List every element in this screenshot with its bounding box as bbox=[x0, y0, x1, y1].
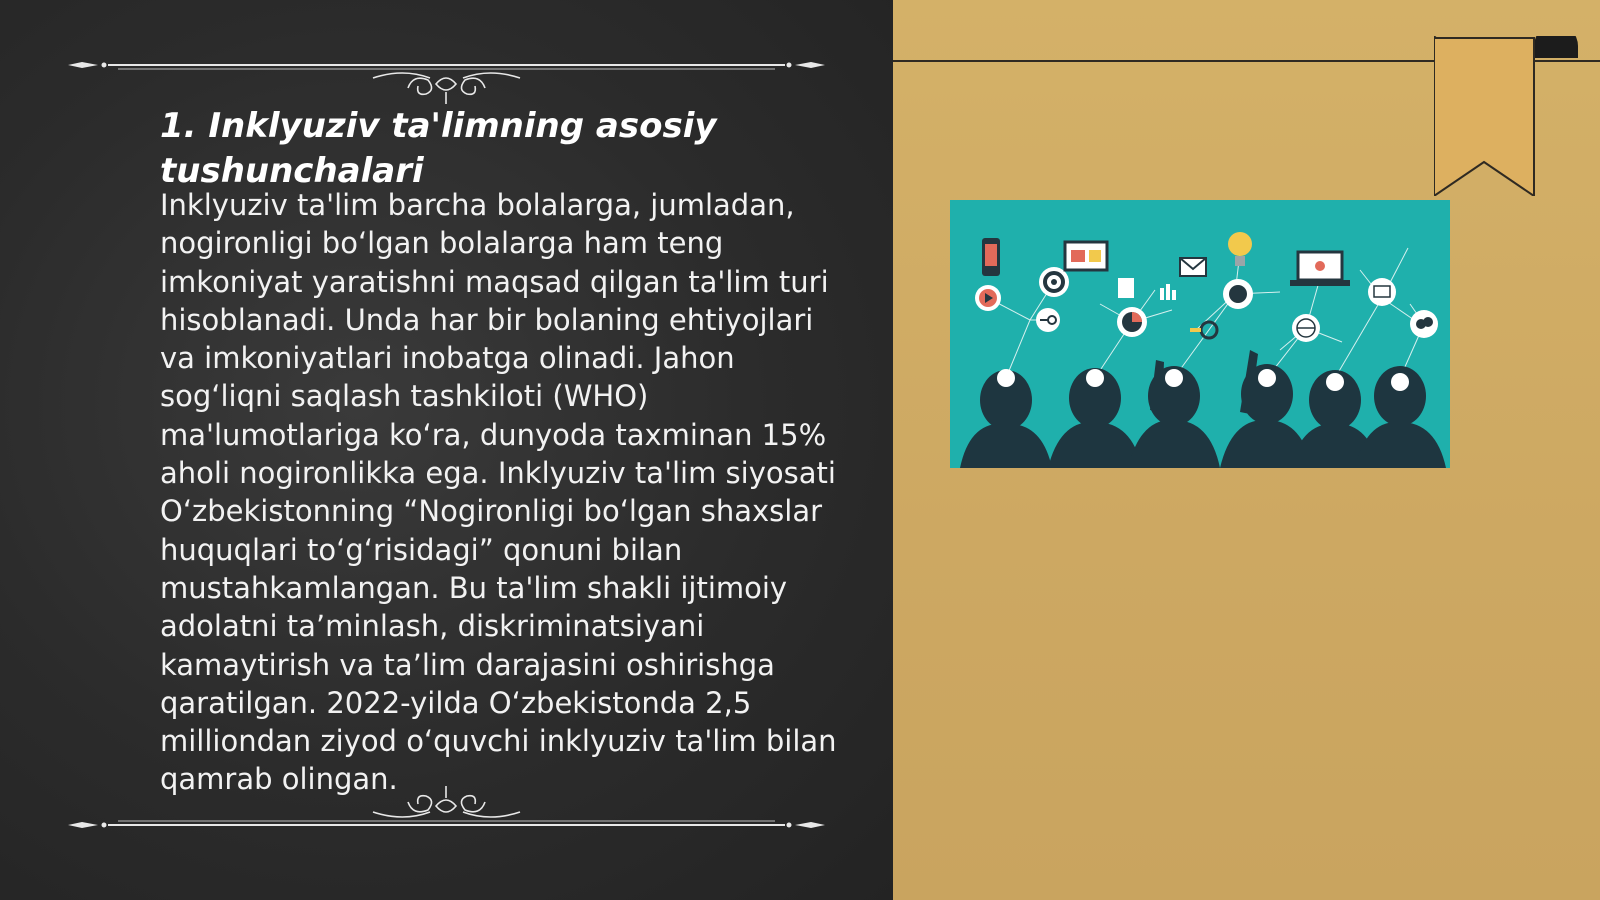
monitor-icon bbox=[1065, 242, 1107, 270]
pie-chart-icon bbox=[1117, 307, 1147, 337]
key-icon bbox=[1036, 308, 1060, 332]
slide-body-text: Inklyuziv ta'lim barcha bolalarga, jumladan, nogironligi bo‘lgan bolalarga ham teng imkoniyat yaratishni maqsad qilgan ta'lim turi hisoblanadi. Unda har bir bolaning ehtiyojlari va imkoniyatlari inobatga olinadi. Jahon sog‘liqni saqlash tashkiloti (WHO) ma'lumotlariga ko‘ra, dunyoda taxminan 15% aholi nogironlikka ega. Inklyuziv ta'lim siyosati O‘zbekistonning “Nogironligi bo‘lgan shaxslar huquqlari to‘g‘risidagi” qonuni bilan mustahkamlangan. Bu ta'lim shakli ijtimoiy adolatni ta’minlash, diskriminatsiyani kamaytirish va ta’lim darajasini oshirishga qaratilgan. 2022-yilda O‘zbekistonda 2,5 milliondan ziyod o‘quvchi inklyuziv ta'lim bilan qamrab olingan. bbox=[160, 188, 837, 797]
envelope-icon bbox=[1368, 278, 1396, 306]
slide-title: 1. Inklyuziv ta'limning asosiy tushunchalari bbox=[160, 106, 717, 191]
bottom-ornament bbox=[68, 778, 825, 828]
laptop-icon bbox=[1290, 252, 1350, 286]
globe-icon bbox=[1292, 314, 1320, 342]
top-ornament bbox=[68, 54, 825, 104]
cloud-icon bbox=[1410, 310, 1438, 338]
chat-icon bbox=[1223, 279, 1253, 309]
play-icon bbox=[975, 285, 1001, 311]
network-people-illustration bbox=[950, 200, 1450, 468]
envelope-icon bbox=[1180, 258, 1206, 276]
bookmark-icon bbox=[1434, 36, 1584, 196]
phone-icon bbox=[982, 238, 1000, 276]
document-icon bbox=[1118, 278, 1134, 298]
